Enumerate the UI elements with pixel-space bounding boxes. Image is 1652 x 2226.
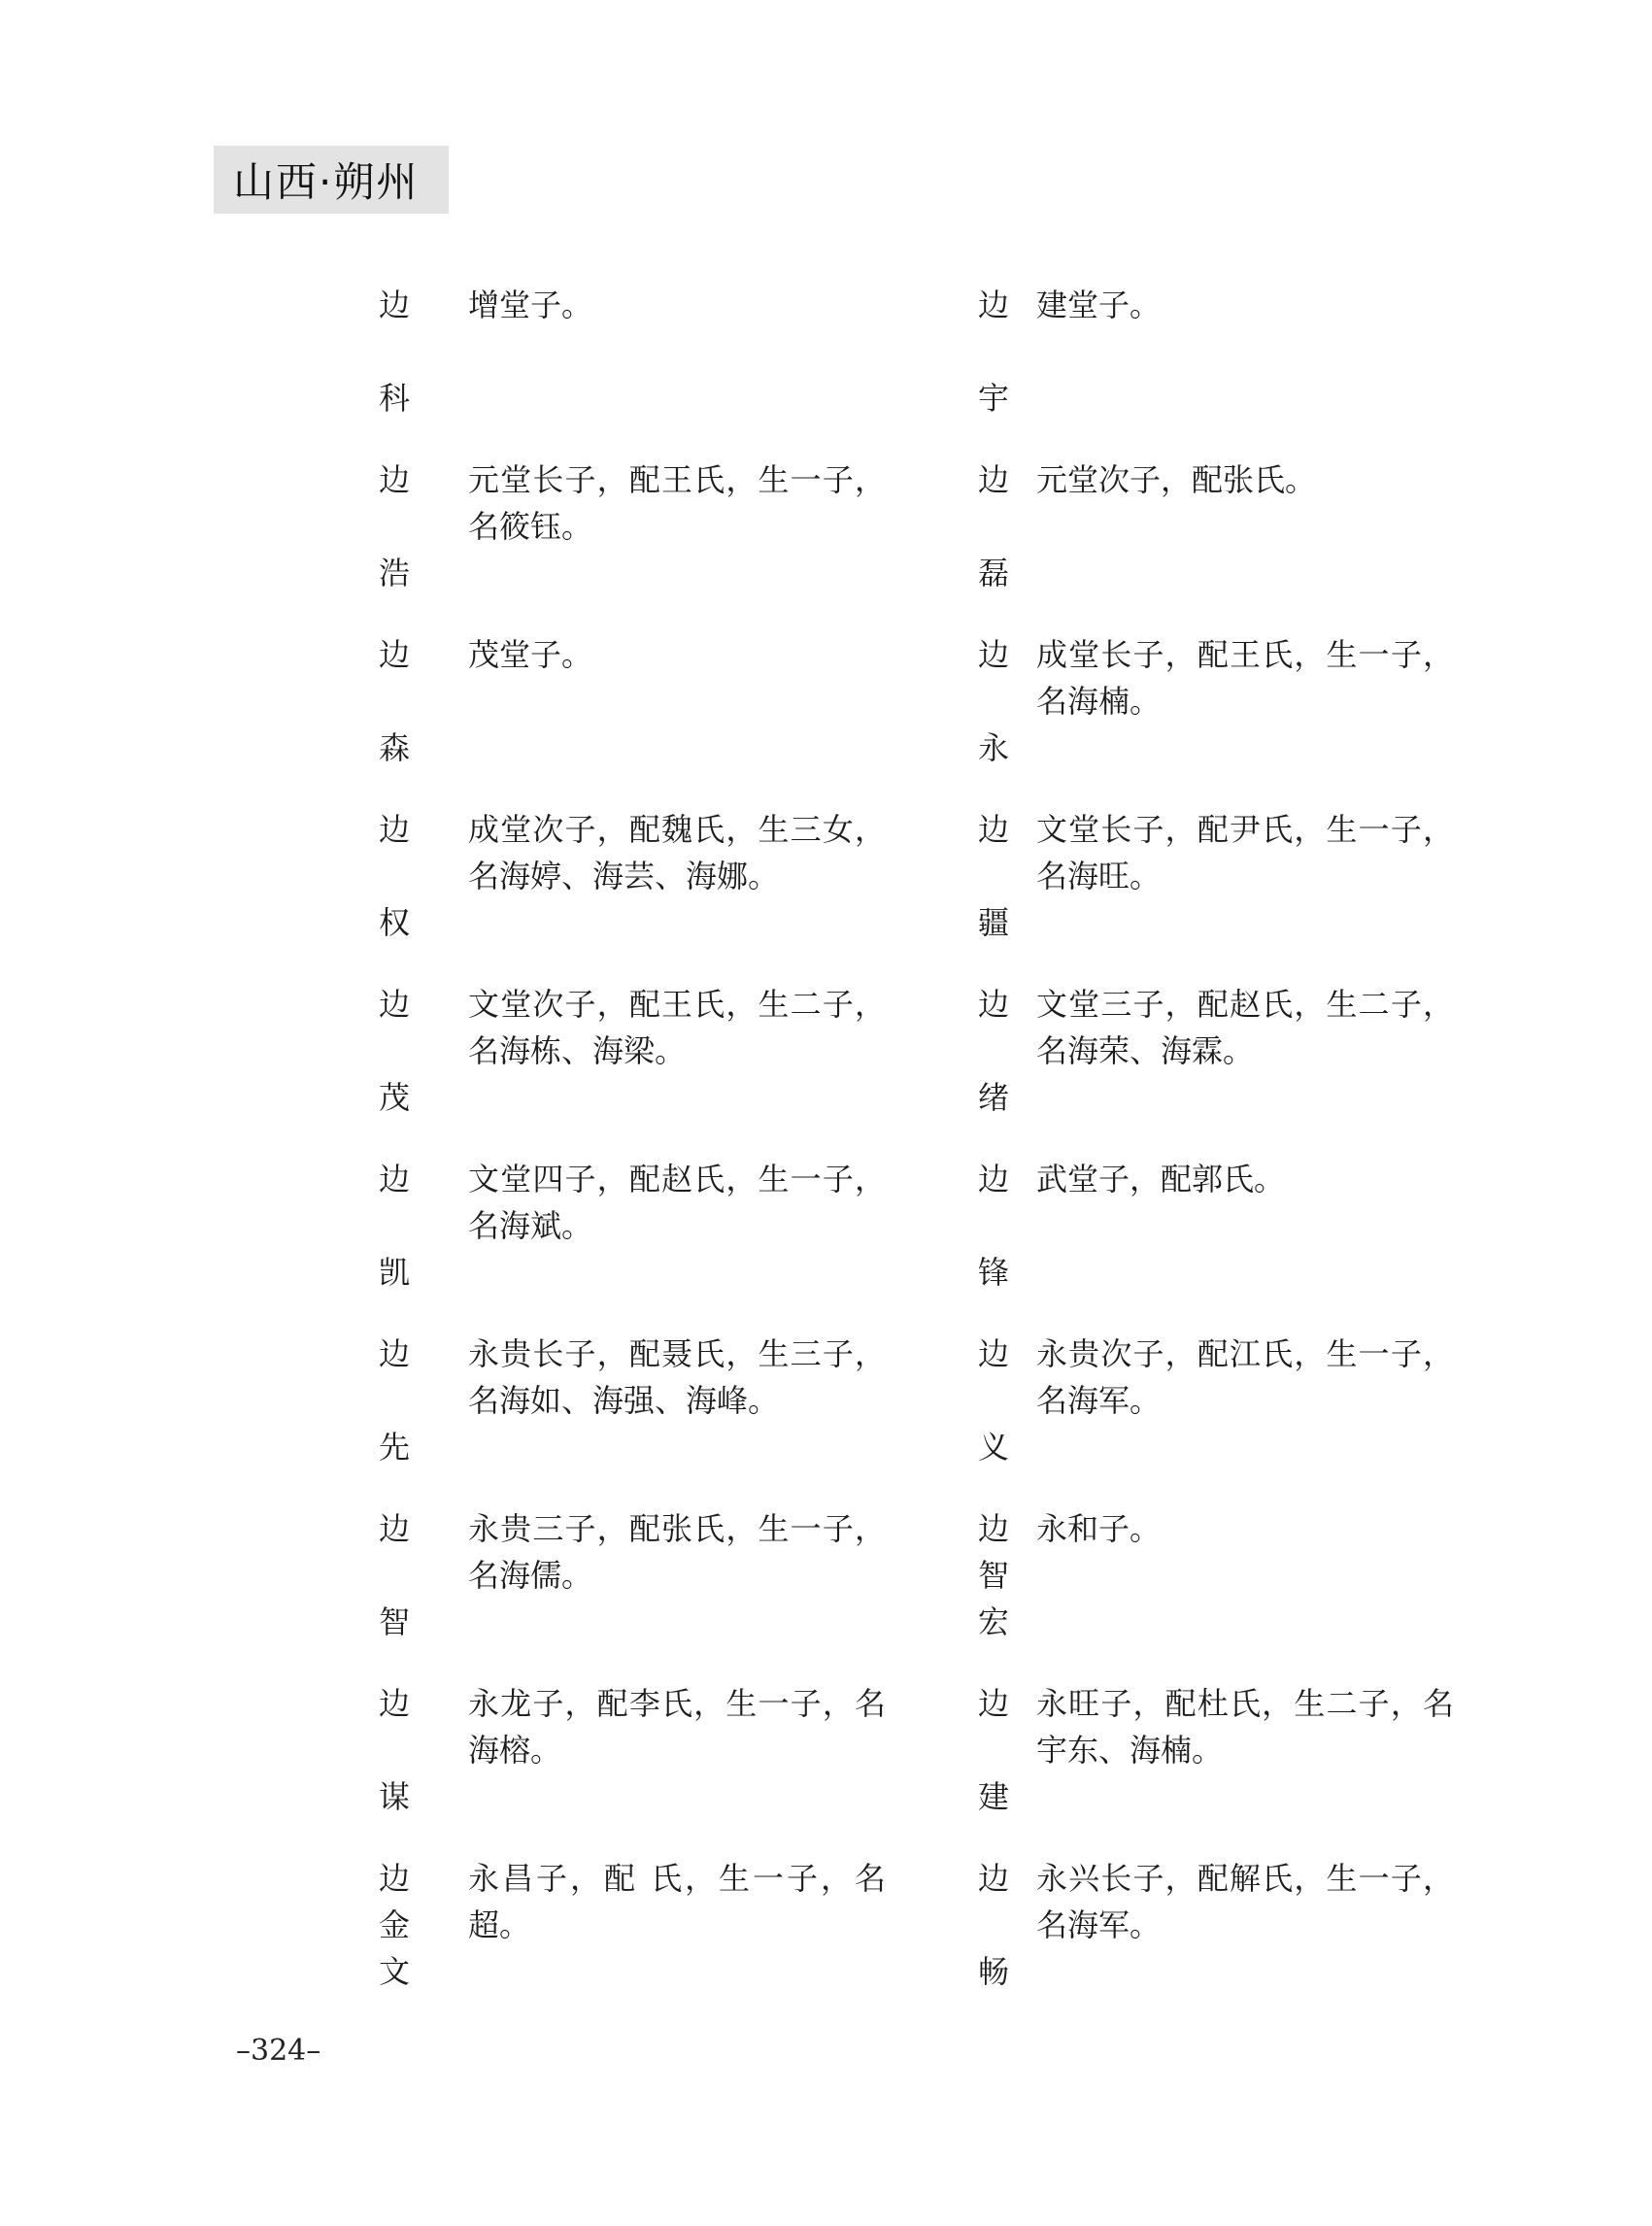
person-name: [375, 1855, 414, 1995]
genealogy-entry: [974, 456, 1479, 631]
person-name: [375, 1505, 414, 1645]
surname: 边: [977, 1510, 1009, 1547]
genealogy-entry: [974, 1331, 1479, 1505]
surname: 边: [378, 1161, 410, 1197]
entry-description: 文堂三子，配赵氏，生二子，名海荣、海霖。: [1036, 986, 1454, 1069]
person-name: [375, 1331, 414, 1470]
given-name-1: [974, 1202, 1013, 1249]
given-name-1: [974, 1727, 1013, 1773]
given-name-1: [375, 1727, 414, 1773]
genealogy-entry: [974, 1156, 1479, 1331]
surname: 边: [977, 1161, 1009, 1197]
given-name-1: [375, 503, 414, 550]
person-name: [974, 1505, 1013, 1645]
given-name-2: 凯: [378, 1254, 410, 1291]
given-name-1: [375, 1552, 414, 1599]
entry-description: 成堂次子，配魏氏，生三女，名海婷、海芸、海娜。: [468, 811, 886, 894]
given-name-1: [974, 328, 1013, 375]
genealogy-entry: [974, 631, 1479, 806]
person-name: [375, 456, 414, 596]
given-name-2: 文: [378, 1953, 410, 1990]
entry-description: 增堂子。: [468, 287, 593, 323]
entry-description: 永旺子，配杜氏，生二子，名宇东、海楠。: [1036, 1685, 1454, 1769]
given-name-2: 智: [378, 1603, 410, 1640]
given-name-1: [375, 678, 414, 725]
person-name: [375, 806, 414, 946]
surname: 边: [977, 1685, 1009, 1722]
page-header-title: 山西·朔州: [214, 146, 449, 214]
entry-description: 文堂次子，配王氏，生二子，名海栋、海梁。: [468, 986, 886, 1069]
entry-description: 永兴长子，配解氏，生一子，名海军。: [1036, 1860, 1454, 1943]
entry-description: 永贵长子，配聂氏，生三子，名海如、海强、海峰。: [468, 1335, 886, 1419]
person-name: [974, 456, 1013, 596]
genealogy-entry: [974, 1680, 1479, 1855]
surname: 边: [378, 1860, 410, 1897]
entry-description: 永贵次子，配江氏，生一子，名海军。: [1036, 1335, 1454, 1419]
genealogy-entry: [375, 1855, 886, 2030]
given-name-2: 畅: [977, 1953, 1009, 1990]
given-name-1: 金: [378, 1906, 410, 1943]
entry-description: 建堂子。: [1036, 287, 1162, 323]
person-name: [974, 1680, 1013, 1820]
given-name-2: 建: [977, 1778, 1009, 1815]
person-name: [375, 1156, 414, 1296]
genealogy-entry: [375, 282, 880, 456]
surname: 边: [977, 986, 1009, 1023]
entry-description: 成堂长子，配王氏，生一子，名海楠。: [1036, 636, 1454, 720]
genealogy-entry: [375, 1505, 886, 1680]
person-name: [974, 1331, 1013, 1470]
given-name-1: [974, 853, 1013, 899]
surname: 边: [378, 636, 410, 673]
entry-description: 永龙子，配李氏，生一子，名海榕。: [468, 1685, 886, 1769]
entry-description: 永和子。: [1036, 1510, 1162, 1547]
person-name: [375, 631, 414, 771]
surname: 边: [378, 811, 410, 848]
genealogy-entry: [974, 1855, 1479, 2030]
genealogy-entry: [375, 981, 886, 1156]
given-name-2: 永: [977, 729, 1009, 766]
given-name-2: 森: [378, 729, 410, 766]
genealogy-entry: [974, 282, 1479, 456]
entry-description: 文堂长子，配尹氏，生一子，名海旺。: [1036, 811, 1454, 894]
genealogy-entry: [974, 1505, 1479, 1680]
given-name-2: 义: [977, 1429, 1009, 1466]
person-name: [974, 631, 1013, 771]
given-name-1: 智: [977, 1557, 1009, 1594]
given-name-1: [974, 503, 1013, 550]
entry-description: 元堂次子，配张氏。: [1036, 461, 1317, 498]
given-name-1: [974, 1377, 1013, 1424]
page-number: –324–: [236, 2034, 321, 2068]
given-name-1: [375, 1028, 414, 1074]
given-name-2: 浩: [378, 555, 410, 591]
given-name-2: 磊: [977, 555, 1009, 591]
person-name: [375, 981, 414, 1121]
genealogy-entry: [974, 806, 1479, 981]
given-name-1: [375, 853, 414, 899]
surname: 边: [977, 461, 1009, 498]
surname: 边: [977, 636, 1009, 673]
given-name-2: 茂: [378, 1079, 410, 1116]
genealogy-entry: [375, 806, 886, 981]
surname: 边: [977, 1335, 1009, 1372]
given-name-2: 宏: [977, 1603, 1009, 1640]
surname: 边: [378, 287, 410, 323]
person-name: [974, 1156, 1013, 1296]
right-column: [974, 282, 1479, 2030]
entry-description: 茂堂子。: [468, 636, 593, 673]
given-name-2: 先: [378, 1429, 410, 1466]
entry-description: 武堂子，配郭氏。: [1036, 1161, 1286, 1197]
given-name-1: [375, 328, 414, 375]
surname: 边: [977, 1860, 1009, 1897]
genealogy-entry: [375, 1156, 886, 1331]
given-name-1: [974, 678, 1013, 725]
genealogy-entry: [375, 1331, 886, 1505]
given-name-2: 宇: [977, 380, 1009, 417]
given-name-2: 科: [378, 380, 410, 417]
surname: 边: [378, 1510, 410, 1547]
genealogy-entry: [375, 456, 886, 631]
surname: 边: [378, 1335, 410, 1372]
given-name-1: [375, 1202, 414, 1249]
surname: 边: [977, 811, 1009, 848]
given-name-1: [974, 1028, 1013, 1074]
genealogy-entry: [375, 1680, 886, 1855]
person-name: [974, 1855, 1013, 1995]
given-name-2: 绪: [977, 1079, 1009, 1116]
entry-description: 永贵三子，配张氏，生一子，名海儒。: [468, 1510, 886, 1594]
given-name-1: [375, 1377, 414, 1424]
person-name: [974, 806, 1013, 946]
entry-description: 文堂四子，配赵氏，生一子，名海斌。: [468, 1161, 886, 1244]
genealogy-entry: [375, 631, 880, 806]
genealogy-entry: [974, 981, 1479, 1156]
left-column: [375, 282, 886, 2030]
person-name: [375, 282, 414, 422]
entry-description: 元堂长子，配王氏，生一子，名筱钰。: [468, 461, 886, 545]
given-name-2: 锋: [977, 1254, 1009, 1291]
given-name-2: 疆: [977, 904, 1009, 941]
surname: 边: [977, 287, 1009, 323]
given-name-2: 谋: [378, 1778, 410, 1815]
entry-description: 永昌子，配 氏，生一子，名超。: [468, 1860, 886, 1943]
surname: 边: [378, 986, 410, 1023]
given-name-1: [974, 1902, 1013, 1948]
given-name-2: 权: [378, 904, 410, 941]
person-name: [974, 282, 1013, 422]
surname: 边: [378, 1685, 410, 1722]
person-name: [974, 981, 1013, 1121]
surname: 边: [378, 461, 410, 498]
person-name: [375, 1680, 414, 1820]
